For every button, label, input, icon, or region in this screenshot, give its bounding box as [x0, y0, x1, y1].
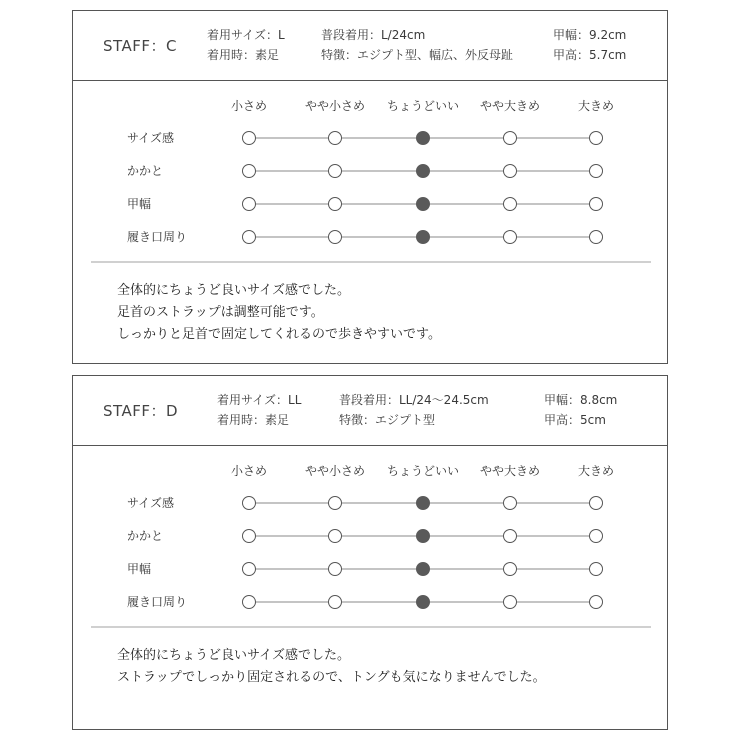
staff-card-d [72, 375, 668, 730]
rating-dot-selected [417, 132, 430, 145]
scale-header: 大きめ [577, 464, 615, 478]
rating-dot-selected [417, 165, 430, 178]
rating-dot-selected [417, 497, 430, 510]
fit-rating-chart [73, 81, 667, 271]
row-label: サイズ感 [127, 131, 175, 145]
row-label: 甲幅 [127, 197, 152, 211]
rating-dot-selected [417, 231, 430, 244]
spec-size: 着用サイズ：L [207, 28, 285, 42]
rating-dot [590, 231, 603, 244]
staff-comment [117, 645, 546, 689]
rating-dot [329, 530, 342, 543]
spec-column-1 [207, 25, 285, 65]
row-label: サイズ感 [127, 496, 175, 510]
rating-dot [590, 198, 603, 211]
rating-dot [504, 231, 517, 244]
rating-dot [504, 530, 517, 543]
card-header [73, 11, 667, 81]
rating-dot-selected [417, 596, 430, 609]
row-label: 履き口周り [127, 230, 188, 244]
rating-dot [504, 132, 517, 145]
rating-dot [590, 497, 603, 510]
row-label: 履き口周り [127, 595, 188, 609]
spec-fitting: 着用時：素足 [217, 413, 290, 427]
rating-dot [590, 563, 603, 576]
rating-dot [243, 231, 256, 244]
rating-dot [329, 497, 342, 510]
rating-dot-selected [417, 563, 430, 576]
spec-width: 甲幅：9.2cm [553, 28, 627, 42]
spec-column-2 [339, 390, 489, 430]
rating-dot [243, 497, 256, 510]
staff-name: STAFF：C [103, 37, 178, 55]
rating-dot [329, 563, 342, 576]
rating-dot-selected [417, 198, 430, 211]
staff-card-c [72, 10, 668, 364]
scale-header: やや大きめ [479, 464, 541, 478]
spec-feature: 特徴：エジプト型 [339, 413, 436, 427]
scale-header: やや小さめ [304, 464, 366, 478]
scale-header: 小さめ [230, 464, 268, 478]
rating-dot [329, 231, 342, 244]
rating-dot [243, 530, 256, 543]
spec-column-1 [217, 390, 301, 430]
rating-dot [243, 165, 256, 178]
rating-dot [590, 132, 603, 145]
spec-size: 着用サイズ：LL [217, 393, 302, 407]
rating-dot [504, 596, 517, 609]
spec-width: 甲幅：8.8cm [544, 393, 618, 407]
scale-header: ちょうどいい [386, 464, 460, 478]
rating-dot [329, 198, 342, 211]
rating-dot [243, 198, 256, 211]
rating-dot [243, 132, 256, 145]
card-header [73, 376, 667, 446]
spec-column-2 [321, 25, 513, 65]
rating-dot [329, 165, 342, 178]
rating-dot [590, 165, 603, 178]
scale-header: やや大きめ [479, 99, 541, 113]
fit-rating-chart [73, 446, 667, 636]
rating-dot [243, 596, 256, 609]
spec-height: 甲高：5cm [544, 413, 606, 427]
spec-column-3 [553, 25, 626, 65]
scale-header: 小さめ [230, 99, 268, 113]
rating-dot [329, 596, 342, 609]
staff-comment [117, 280, 441, 346]
rating-dot [504, 198, 517, 211]
comment-line: 足首のストラップは調整可能です。 [117, 305, 324, 320]
row-label: 甲幅 [127, 562, 152, 576]
rating-dot [590, 530, 603, 543]
staff-name: STAFF：D [103, 402, 179, 420]
scale-header: 大きめ [577, 99, 615, 113]
spec-fitting: 着用時：素足 [207, 48, 280, 62]
rating-dot [590, 596, 603, 609]
scale-header: ちょうどいい [386, 99, 460, 113]
rating-dot [243, 563, 256, 576]
comment-line: 全体的にちょうど良いサイズ感でした。 [117, 648, 350, 663]
comment-line: しっかりと足首で固定してくれるので歩きやすいです。 [117, 327, 441, 342]
rating-dot [504, 165, 517, 178]
row-label: かかと [127, 529, 164, 543]
spec-usual: 普段着用：L/24cm [321, 28, 426, 42]
spec-feature: 特徴：エジプト型、幅広、外反母趾 [321, 48, 514, 62]
spec-column-3 [544, 390, 617, 430]
scale-header: やや小さめ [304, 99, 366, 113]
rating-dot [504, 497, 517, 510]
rating-dot [504, 563, 517, 576]
comment-line: 全体的にちょうど良いサイズ感でした。 [117, 283, 350, 298]
comment-line: ストラップでしっかり固定されるので、トングも気になりませんでした。 [117, 670, 546, 685]
rating-dot-selected [417, 530, 430, 543]
spec-usual: 普段着用：LL/24〜24.5cm [339, 393, 489, 407]
row-label: かかと [127, 164, 164, 178]
rating-dot [329, 132, 342, 145]
spec-height: 甲高：5.7cm [553, 48, 627, 62]
